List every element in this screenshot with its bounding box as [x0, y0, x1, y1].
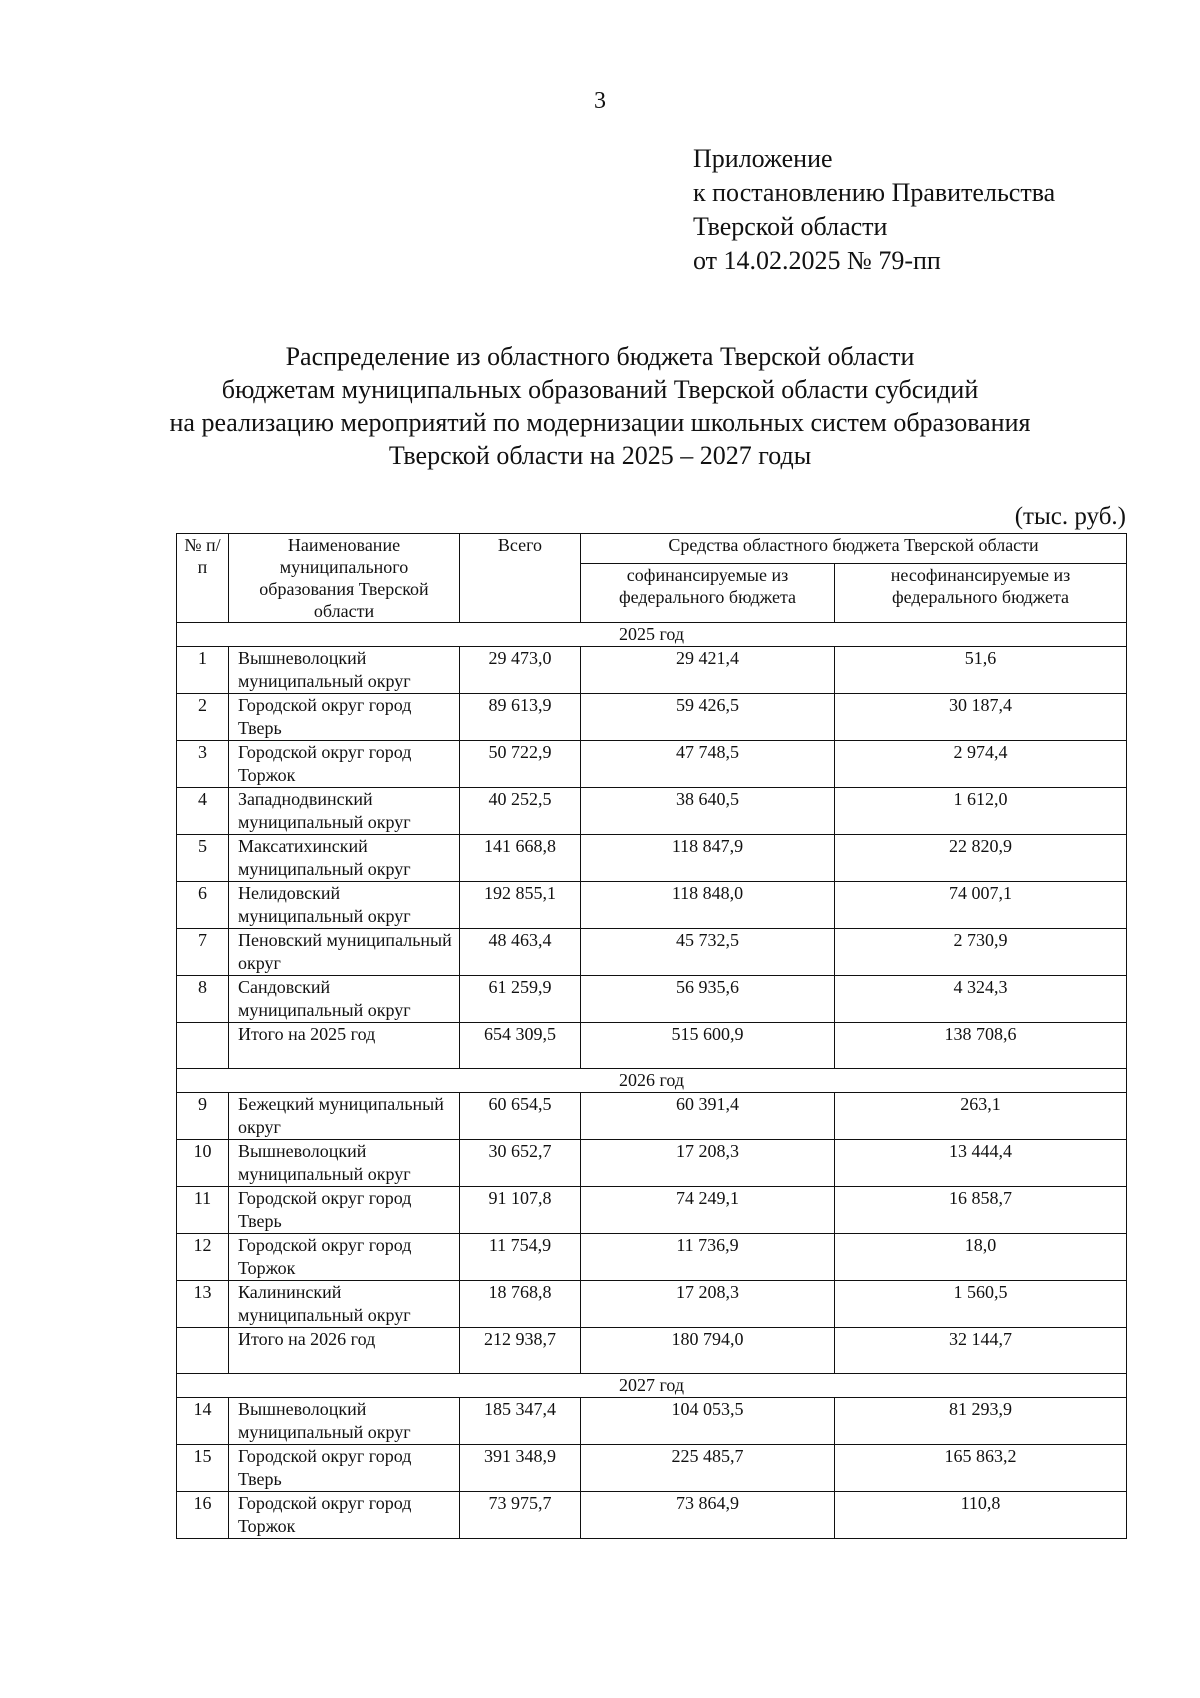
row-total: 50 722,9: [460, 741, 581, 788]
table-row: [177, 976, 1127, 1023]
row-num: 15: [177, 1445, 229, 1492]
row-name: Городской округ город Тверь: [229, 1187, 460, 1234]
header-num: № п/п: [177, 534, 229, 623]
header-total: Всего: [460, 534, 581, 623]
row-total: 141 668,8: [460, 835, 581, 882]
row-name: Городской округ город Тверь: [229, 1445, 460, 1492]
row-noncofin: 30 187,4: [835, 694, 1127, 741]
row-num: 4: [177, 788, 229, 835]
row-total: 89 613,9: [460, 694, 581, 741]
row-name: Вышневолоцкий муниципальный округ: [229, 1398, 460, 1445]
row-name: Городской округ город Торжок: [229, 1234, 460, 1281]
row-num-empty: [177, 1023, 229, 1069]
row-noncofin: 110,8: [835, 1492, 1127, 1539]
header-cofin: софинансируемые из федерального бюджета: [581, 564, 835, 623]
row-name: Калининский муниципальный округ: [229, 1281, 460, 1328]
title-line: Тверской области на 2025 – 2027 годы: [388, 441, 812, 470]
table-row: [177, 741, 1127, 788]
row-noncofin: 4 324,3: [835, 976, 1127, 1023]
row-cofin: 60 391,4: [581, 1093, 835, 1140]
row-total: 40 252,5: [460, 788, 581, 835]
table-row: [177, 1281, 1127, 1328]
row-num: 10: [177, 1140, 229, 1187]
appendix-line: к постановлению Правительства: [693, 178, 1056, 207]
table-row: [177, 835, 1127, 882]
row-name: Западнодвинский муниципальный округ: [229, 788, 460, 835]
row-name: Бежецкий муниципальный округ: [229, 1093, 460, 1140]
row-cofin: 38 640,5: [581, 788, 835, 835]
row-name: Максатихинский муниципальный округ: [229, 835, 460, 882]
row-num: 14: [177, 1398, 229, 1445]
total-label: Итого на 2026 год: [229, 1328, 460, 1374]
row-noncofin: 263,1: [835, 1093, 1127, 1140]
row-num: 9: [177, 1093, 229, 1140]
table-row: [177, 1234, 1127, 1281]
row-cofin: 47 748,5: [581, 741, 835, 788]
row-noncofin: 1 560,5: [835, 1281, 1127, 1328]
row-cofin: 59 426,5: [581, 694, 835, 741]
row-name: Вышневолоцкий муниципальный округ: [229, 647, 460, 694]
table-row: [177, 647, 1127, 694]
row-name: Пеновский муниципальный округ: [229, 929, 460, 976]
header-regional: Средства областного бюджета Тверской области: [581, 534, 1127, 564]
row-total: 29 473,0: [460, 647, 581, 694]
row-total: 192 855,1: [460, 882, 581, 929]
table-header: [177, 534, 1127, 623]
row-total: 48 463,4: [460, 929, 581, 976]
total-total: 654 309,5: [460, 1023, 581, 1069]
header-noncofin: несофинансируемые из федерального бюджета: [835, 564, 1127, 623]
row-name: Городской округ город Торжок: [229, 741, 460, 788]
title-line: на реализацию мероприятий по модернизации школьных систем образования: [169, 408, 1031, 437]
row-cofin: 45 732,5: [581, 929, 835, 976]
row-noncofin: 2 730,9: [835, 929, 1127, 976]
row-name: Сандовский муниципальный округ: [229, 976, 460, 1023]
appendix-line: Приложение: [693, 144, 833, 173]
row-total: 91 107,8: [460, 1187, 581, 1234]
table-row: [177, 1398, 1127, 1445]
row-name: Нелидовский муниципальный округ: [229, 882, 460, 929]
table-row: [177, 929, 1127, 976]
year-row-2025: [177, 623, 1127, 647]
page-number: 3: [594, 88, 606, 114]
row-num: 11: [177, 1187, 229, 1234]
row-num: 16: [177, 1492, 229, 1539]
row-total: 18 768,8: [460, 1281, 581, 1328]
header-name: Наименование муниципального образования Тверской области: [229, 534, 460, 623]
row-noncofin: 74 007,1: [835, 882, 1127, 929]
row-cofin: 56 935,6: [581, 976, 835, 1023]
row-noncofin: 165 863,2: [835, 1445, 1127, 1492]
year-label: 2025 год: [177, 623, 1127, 647]
row-cofin: 17 208,3: [581, 1140, 835, 1187]
row-num: 13: [177, 1281, 229, 1328]
units-label: (тыс. руб.): [1014, 503, 1126, 530]
total-cofin: 515 600,9: [581, 1023, 835, 1069]
title-line: бюджетам муниципальных образований Тверской области субсидий: [221, 375, 979, 404]
row-cofin: 118 847,9: [581, 835, 835, 882]
appendix-date-line: от 14.02.2025 № 79-пп: [693, 246, 941, 275]
table-row: [177, 1445, 1127, 1492]
row-total: 30 652,7: [460, 1140, 581, 1187]
table-row: [177, 788, 1127, 835]
table-row: [177, 1187, 1127, 1234]
row-noncofin: 18,0: [835, 1234, 1127, 1281]
row-cofin: 74 249,1: [581, 1187, 835, 1234]
row-noncofin: 1 612,0: [835, 788, 1127, 835]
row-noncofin: 22 820,9: [835, 835, 1127, 882]
row-num: 6: [177, 882, 229, 929]
row-num: 3: [177, 741, 229, 788]
row-name: Городской округ город Тверь: [229, 694, 460, 741]
row-cofin: 17 208,3: [581, 1281, 835, 1328]
row-total: 60 654,5: [460, 1093, 581, 1140]
total-cofin: 180 794,0: [581, 1328, 835, 1374]
row-cofin: 73 864,9: [581, 1492, 835, 1539]
title-line: Распределение из областного бюджета Тверской области: [285, 342, 915, 371]
table-row: [177, 882, 1127, 929]
row-name: Городской округ город Торжок: [229, 1492, 460, 1539]
row-num: 12: [177, 1234, 229, 1281]
row-total: 73 975,7: [460, 1492, 581, 1539]
row-total: 185 347,4: [460, 1398, 581, 1445]
row-cofin: 118 848,0: [581, 882, 835, 929]
appendix-line: Тверской области: [693, 212, 888, 241]
year-label: 2027 год: [177, 1374, 1127, 1398]
total-row-2026: [177, 1328, 1127, 1374]
row-cofin: 104 053,5: [581, 1398, 835, 1445]
row-num: 2: [177, 694, 229, 741]
row-noncofin: 81 293,9: [835, 1398, 1127, 1445]
table-row: [177, 1492, 1127, 1539]
year-row-2027: [177, 1374, 1127, 1398]
row-num: 1: [177, 647, 229, 694]
row-total: 61 259,9: [460, 976, 581, 1023]
row-cofin: 29 421,4: [581, 647, 835, 694]
row-num: 5: [177, 835, 229, 882]
year-label: 2026 год: [177, 1069, 1127, 1093]
row-cofin: 11 736,9: [581, 1234, 835, 1281]
budget-table: [176, 533, 1127, 1539]
total-noncofin: 32 144,7: [835, 1328, 1127, 1374]
table-row: [177, 694, 1127, 741]
total-label: Итого на 2025 год: [229, 1023, 460, 1069]
row-num: 8: [177, 976, 229, 1023]
row-noncofin: 51,6: [835, 647, 1127, 694]
table-row: [177, 1093, 1127, 1140]
year-row-2026: [177, 1069, 1127, 1093]
total-noncofin: 138 708,6: [835, 1023, 1127, 1069]
row-total: 11 754,9: [460, 1234, 581, 1281]
total-row-2025: [177, 1023, 1127, 1069]
document-title: [0, 340, 1200, 472]
row-num: 7: [177, 929, 229, 976]
row-name: Вышневолоцкий муниципальный округ: [229, 1140, 460, 1187]
total-total: 212 938,7: [460, 1328, 581, 1374]
row-cofin: 225 485,7: [581, 1445, 835, 1492]
row-num-empty: [177, 1328, 229, 1374]
row-noncofin: 13 444,4: [835, 1140, 1127, 1187]
row-noncofin: 16 858,7: [835, 1187, 1127, 1234]
appendix-block: [693, 142, 1055, 278]
table-body: [177, 623, 1127, 1539]
row-noncofin: 2 974,4: [835, 741, 1127, 788]
table-row: [177, 1140, 1127, 1187]
row-total: 391 348,9: [460, 1445, 581, 1492]
